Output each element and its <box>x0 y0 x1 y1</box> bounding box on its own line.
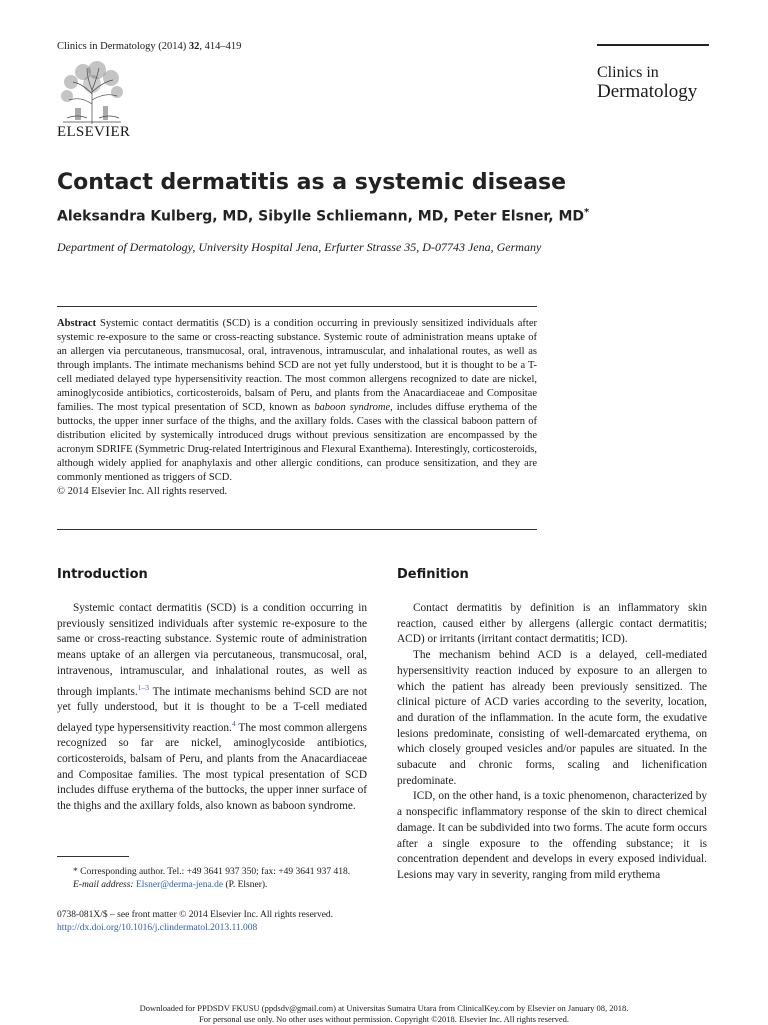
citation-journal: Clinics in Dermatology (2014) <box>57 41 189 52</box>
author-list: Aleksandra Kulberg, MD, Sibylle Schliemann, MD, Peter Elsner, MD <box>57 208 584 225</box>
reference-link[interactable]: 1–3 <box>137 682 149 692</box>
footnote-mark: * <box>73 867 81 877</box>
definition-body <box>397 601 707 884</box>
download-notice-line1: Downloaded for PPDSDV FKUSU (ppdsdv@gmail.com) at Universitas Sumatra Utara from ClinicalKey.com by Elsevier on January 08, 2018. <box>139 1003 629 1013</box>
abstract <box>57 317 537 499</box>
definition-paragraph-1: Contact dermatitis by definition is an inflammatory skin reaction, caused either by allergens (allergic contact dermatitis; ACD) or irritants (irritant contact dermatitis; ICD). <box>397 602 707 646</box>
journal-name <box>597 63 697 101</box>
intro-text-a: Systemic contact dermatitis (SCD) is a condition occurring in previously sensitized individuals after systemic re-exposure to the same or cross-reacting substance. Systemic route of administration means uptake of an allergen via percutaneous, transmucosal, oral, intravenous, intramuscular, and inhalational routes, as well as through implants. <box>57 602 367 698</box>
journal-name-line2: Dermatology <box>597 81 698 102</box>
introduction-paragraph <box>57 601 367 815</box>
article-authors <box>57 207 589 225</box>
journal-citation <box>57 41 241 52</box>
footnote-corresponding <box>57 866 367 879</box>
corresponding-author-footnote <box>57 866 367 892</box>
citation-pages: , 414–419 <box>199 41 242 52</box>
abstract-italic-term: baboon syndrome, <box>314 402 393 413</box>
citation-volume: 32 <box>188 41 200 52</box>
definition-paragraph-3: ICD, on the other hand, is a toxic phenomenon, characterized by a nonspecific inflammatory response of the skin to direct chemical damage. It can be subdivided into two forms. The acute form occurs after a single exposure to the offending substance; it is concentration dependent and develops in every exposed individual. Lesions may vary in severity, ranging from mild erythema <box>397 790 707 881</box>
abstract-label: Abstract <box>57 318 97 329</box>
article-title: Contact dermatitis as a systemic disease <box>57 170 567 195</box>
intro-text-c: The most common allergens recognized so far are nickel, aminoglycoside antibiotics, corticosteroids, balsam of Peru, and plants from the Anacardiaceae and Compositae families. The most typical presentation of SCD includes diffuse erythema of the buttocks, the upper inner surface of the thighs and the axillary folds, also known as baboon syndrome. <box>57 721 367 812</box>
doi-link[interactable]: http://dx.doi.org/10.1016/j.clindermatol.2013.11.008 <box>57 923 258 933</box>
journal-rule <box>597 44 709 46</box>
download-notice-line2: For personal use only. No other uses without permission. Copyright ©2018. Elsevier Inc. All rights reserved. <box>199 1014 569 1024</box>
email-suffix: (P. Elsner). <box>223 880 268 890</box>
email-label: E-mail address: <box>73 880 134 890</box>
abstract-top-rule <box>57 306 537 307</box>
definition-paragraph-2: The mechanism behind ACD is a delayed, cell-mediated hypersensitivity reaction induced by exposure to an allergen to which the patient has already been previously sensitized. The clinical picture of ACD varies according to the severity, location, and duration of the inflammation. In the acute form, the exudative lesions predominate, consisting of well-demarcated erythema, on which closely grouped vesicles and/or papules are situated. In the subacute and chronic forms, scaling and lichenification predominate. <box>397 649 707 787</box>
abstract-copyright: © 2014 Elsevier Inc. All rights reserved. <box>57 486 228 497</box>
abstract-bottom-rule <box>57 529 537 530</box>
email-link[interactable]: Elsner@derma-jena.de <box>135 880 224 890</box>
definition-heading: Definition <box>397 567 469 582</box>
intro-text-b: The intimate mechanisms behind SCD are not yet fully understood, but it is thought to be a T-cell mediated delayed type hypersensitivity reaction. <box>57 685 367 734</box>
download-notice <box>0 1003 768 1025</box>
author-affiliation: Department of Dermatology, University Hospital Jena, Erfurter Strasse 35, D-07743 Jena, Germany <box>57 240 542 254</box>
footnote-contact: Corresponding author. Tel.: +49 3641 937 350; fax: +49 3641 937 418. <box>80 867 351 877</box>
journal-name-line1: Clinics in <box>597 64 659 81</box>
publisher-name: ELSEVIER <box>57 124 131 140</box>
reference-link[interactable]: 4 <box>231 718 236 728</box>
introduction-heading: Introduction <box>57 567 148 582</box>
issn-line: 0738-081X/$ – see front matter © 2014 Elsevier Inc. All rights reserved. <box>57 910 334 920</box>
introduction-body <box>57 601 367 815</box>
elsevier-tree-logo-icon <box>57 60 127 126</box>
corresponding-author-mark[interactable]: * <box>584 207 590 218</box>
footnote-email-line <box>57 879 367 892</box>
abstract-text: Systemic contact dermatitis (SCD) is a condition occurring in previously sensitized individuals after systemic re-exposure to the same or cross-reacting substance. Systemic route of administration means uptake of an allergen via percutaneous, transmucosal, oral, intravenous, intramuscular, and inhalational routes, as well as through implants. The intimate mechanisms behind SCD are not yet fully understood, but it is thought to be a T-cell mediated delayed type hypersensitivity reaction. The most common allergens recognized to date are nickel, aminoglycoside antibiotics, corticosteroids, balsam of Peru, and plants from the Anacardiaceae and Compositae families. The most typical presentation of SCD, known as <box>57 318 537 413</box>
abstract-text-continued: includes diffuse erythema of the buttocks, the upper inner surface of the thighs, and the axillary folds. Cases with the classical baboon pattern of distribution elicited by systemically introduced drugs without previous sensitization are encompassed by the acronym SDRIFE (Symmetric Drug-related Intertriginous and Flexural Exanthema). Interestingly, corticosteroids, although widely applied for anaphylaxis and other allergic conditions, can produce sensitization, and they are commonly mentioned as triggers of SCD. <box>57 402 537 483</box>
footnote-rule <box>57 856 129 857</box>
issn-block <box>57 909 377 935</box>
